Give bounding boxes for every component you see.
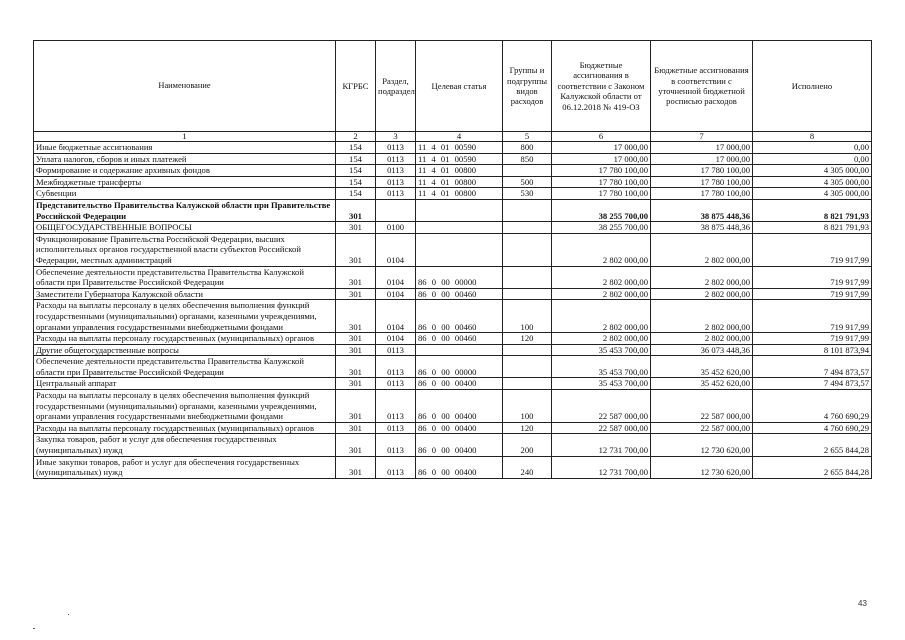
row-kgrbs: 301 bbox=[336, 422, 376, 434]
column-number: 6 bbox=[552, 132, 651, 142]
row-budget-updated: 35 452 620,00 bbox=[651, 356, 753, 378]
row-name: Заместители Губернатора Калужской области bbox=[34, 288, 336, 300]
row-target-article: 86 0 00 00400 bbox=[416, 434, 503, 456]
row-expense-group: 800 bbox=[503, 142, 552, 154]
row-kgrbs: 301 bbox=[336, 434, 376, 456]
row-name: Иные бюджетные ассигнования bbox=[34, 142, 336, 154]
row-name: Расходы на выплаты персоналу в целях обеспечения выполнения функций государственными (муниципальными) органами, казенными учреждениями, органами управления государственными внебюджетными фондами bbox=[34, 300, 336, 333]
row-executed: 4 305 000,00 bbox=[753, 165, 872, 177]
row-budget-law: 35 453 700,00 bbox=[552, 378, 651, 390]
row-kgrbs: 301 bbox=[336, 300, 376, 333]
header-budget-law: Бюджетные ассигнования в соответствии с Законом Калужской области от 06.12.2018 № 419-ОЗ bbox=[552, 41, 651, 132]
row-name: Формирование и содержание архивных фондов bbox=[34, 165, 336, 177]
row-target-article: 86 0 00 00400 bbox=[416, 456, 503, 478]
row-budget-updated: 2 802 000,00 bbox=[651, 288, 753, 300]
row-section: 0100 bbox=[376, 222, 416, 234]
row-section: 0113 bbox=[376, 142, 416, 154]
row-kgrbs: 301 bbox=[336, 378, 376, 390]
row-budget-updated: 12 730 620,00 bbox=[651, 434, 753, 456]
table-row bbox=[34, 378, 872, 390]
table-row bbox=[34, 266, 872, 288]
row-expense-group: 240 bbox=[503, 456, 552, 478]
row-target-article: 86 0 00 00000 bbox=[416, 266, 503, 288]
row-expense-group bbox=[503, 266, 552, 288]
row-expense-group bbox=[503, 288, 552, 300]
header-section: Раздел, подраздел bbox=[376, 41, 416, 132]
table-row bbox=[34, 153, 872, 165]
row-section bbox=[376, 199, 416, 221]
row-executed: 2 655 844,28 bbox=[753, 456, 872, 478]
row-budget-law: 2 802 000,00 bbox=[552, 288, 651, 300]
row-target-article: 11 4 01 00590 bbox=[416, 142, 503, 154]
row-name: Расходы на выплаты персоналу государственных (муниципальных) органов bbox=[34, 422, 336, 434]
row-budget-law: 22 587 000,00 bbox=[552, 422, 651, 434]
row-budget-law: 2 802 000,00 bbox=[552, 233, 651, 266]
row-executed: 4 760 690,29 bbox=[753, 422, 872, 434]
row-target-article bbox=[416, 344, 503, 356]
table-row bbox=[34, 333, 872, 345]
row-target-article bbox=[416, 233, 503, 266]
row-target-article: 11 4 01 00590 bbox=[416, 153, 503, 165]
row-kgrbs: 154 bbox=[336, 165, 376, 177]
row-kgrbs: 301 bbox=[336, 222, 376, 234]
row-budget-updated: 22 587 000,00 bbox=[651, 422, 753, 434]
row-section: 0113 bbox=[376, 434, 416, 456]
table-row bbox=[34, 165, 872, 177]
row-name: Уплата налогов, сборов и иных платежей bbox=[34, 153, 336, 165]
row-section: 0113 bbox=[376, 390, 416, 423]
table-body bbox=[34, 142, 872, 479]
row-budget-law: 17 780 100,00 bbox=[552, 165, 651, 177]
row-target-article bbox=[416, 222, 503, 234]
row-target-article: 11 4 01 00800 bbox=[416, 176, 503, 188]
row-target-article: 86 0 00 00460 bbox=[416, 288, 503, 300]
row-target-article bbox=[416, 199, 503, 221]
row-expense-group: 100 bbox=[503, 390, 552, 423]
table-row bbox=[34, 233, 872, 266]
table-row bbox=[34, 176, 872, 188]
row-budget-updated: 2 802 000,00 bbox=[651, 300, 753, 333]
row-kgrbs: 301 bbox=[336, 390, 376, 423]
table-row bbox=[34, 434, 872, 456]
column-number-row bbox=[34, 132, 872, 142]
row-section: 0113 bbox=[376, 153, 416, 165]
row-name: Функционирование Правительства Российской Федерации, высших исполнительных органов государственной власти субъектов Российской Федерации, местных администраций bbox=[34, 233, 336, 266]
row-budget-updated: 17 780 100,00 bbox=[651, 176, 753, 188]
row-target-article: 86 0 00 00460 bbox=[416, 333, 503, 345]
table-row bbox=[34, 356, 872, 378]
row-budget-updated: 17 780 100,00 bbox=[651, 188, 753, 200]
row-budget-law: 17 000,00 bbox=[552, 153, 651, 165]
row-executed: 0,00 bbox=[753, 142, 872, 154]
row-section: 0113 bbox=[376, 456, 416, 478]
row-budget-updated: 12 730 620,00 bbox=[651, 456, 753, 478]
row-expense-group bbox=[503, 344, 552, 356]
row-section: 0113 bbox=[376, 378, 416, 390]
table-row bbox=[34, 142, 872, 154]
column-number: 4 bbox=[416, 132, 503, 142]
row-executed: 719 917,99 bbox=[753, 266, 872, 288]
row-budget-updated: 35 452 620,00 bbox=[651, 378, 753, 390]
row-executed: 7 494 873,57 bbox=[753, 378, 872, 390]
row-budget-updated: 2 802 000,00 bbox=[651, 233, 753, 266]
row-kgrbs: 301 bbox=[336, 344, 376, 356]
row-budget-updated: 22 587 000,00 bbox=[651, 390, 753, 423]
table-row bbox=[34, 390, 872, 423]
row-budget-law: 2 802 000,00 bbox=[552, 300, 651, 333]
row-kgrbs: 154 bbox=[336, 176, 376, 188]
row-executed: 8 101 873,94 bbox=[753, 344, 872, 356]
table-row bbox=[34, 422, 872, 434]
row-name: Иные закупки товаров, работ и услуг для обеспечения государственных (муниципальных) нужд bbox=[34, 456, 336, 478]
row-expense-group bbox=[503, 165, 552, 177]
row-expense-group bbox=[503, 222, 552, 234]
row-section: 0113 bbox=[376, 176, 416, 188]
column-number: 5 bbox=[503, 132, 552, 142]
row-name: Закупка товаров, работ и услуг для обеспечения государственных (муниципальных) нужд bbox=[34, 434, 336, 456]
header-budget-updated: Бюджетные ассигнования в соответствии с уточненной бюджетной росписью расходов bbox=[651, 41, 753, 132]
row-budget-law: 12 731 700,00 bbox=[552, 434, 651, 456]
row-section: 0104 bbox=[376, 266, 416, 288]
table-row bbox=[34, 300, 872, 333]
row-name: Обеспечение деятельности представительства Правительства Калужской области при Правительстве Российской Федерации bbox=[34, 266, 336, 288]
row-executed: 719 917,99 bbox=[753, 288, 872, 300]
row-executed: 8 821 791,93 bbox=[753, 199, 872, 221]
table-row bbox=[34, 344, 872, 356]
row-budget-updated: 38 875 448,36 bbox=[651, 222, 753, 234]
row-expense-group bbox=[503, 199, 552, 221]
row-budget-law: 38 255 700,00 bbox=[552, 222, 651, 234]
row-target-article: 11 4 01 00800 bbox=[416, 188, 503, 200]
row-executed: 4 305 000,00 bbox=[753, 176, 872, 188]
header-name: Наименование bbox=[34, 41, 336, 132]
row-kgrbs: 301 bbox=[336, 288, 376, 300]
row-budget-law: 17 780 100,00 bbox=[552, 176, 651, 188]
row-executed: 4 760 690,29 bbox=[753, 390, 872, 423]
row-executed: 2 655 844,28 bbox=[753, 434, 872, 456]
row-expense-group: 530 bbox=[503, 188, 552, 200]
row-section: 0113 bbox=[376, 356, 416, 378]
row-section: 0113 bbox=[376, 344, 416, 356]
row-section: 0104 bbox=[376, 233, 416, 266]
row-section: 0104 bbox=[376, 300, 416, 333]
row-executed: 719 917,99 bbox=[753, 333, 872, 345]
row-kgrbs: 154 bbox=[336, 142, 376, 154]
row-expense-group bbox=[503, 356, 552, 378]
budget-table bbox=[33, 40, 872, 479]
row-name: Субвенции bbox=[34, 188, 336, 200]
row-section: 0104 bbox=[376, 333, 416, 345]
row-section: 0113 bbox=[376, 188, 416, 200]
scan-speck bbox=[68, 614, 69, 615]
table-row bbox=[34, 199, 872, 221]
column-number: 3 bbox=[376, 132, 416, 142]
row-budget-law: 2 802 000,00 bbox=[552, 333, 651, 345]
row-budget-updated: 38 875 448,36 bbox=[651, 199, 753, 221]
row-kgrbs: 154 bbox=[336, 153, 376, 165]
row-kgrbs: 154 bbox=[336, 188, 376, 200]
row-budget-law: 35 453 700,00 bbox=[552, 344, 651, 356]
row-budget-updated: 2 802 000,00 bbox=[651, 333, 753, 345]
row-expense-group: 100 bbox=[503, 300, 552, 333]
row-name: Межбюджетные трансферты bbox=[34, 176, 336, 188]
row-budget-law: 17 000,00 bbox=[552, 142, 651, 154]
row-name: Другие общегосударственные вопросы bbox=[34, 344, 336, 356]
row-expense-group bbox=[503, 233, 552, 266]
table-row bbox=[34, 456, 872, 478]
header-target-article: Целевая статья bbox=[416, 41, 503, 132]
row-executed: 4 305 000,00 bbox=[753, 188, 872, 200]
header-kgrbs: КГРБС bbox=[336, 41, 376, 132]
row-name: Центральный аппарат bbox=[34, 378, 336, 390]
row-budget-updated: 17 000,00 bbox=[651, 153, 753, 165]
row-executed: 719 917,99 bbox=[753, 300, 872, 333]
row-budget-law: 22 587 000,00 bbox=[552, 390, 651, 423]
row-executed: 7 494 873,57 bbox=[753, 356, 872, 378]
row-expense-group bbox=[503, 378, 552, 390]
row-target-article: 11 4 01 00800 bbox=[416, 165, 503, 177]
row-budget-law: 2 802 000,00 bbox=[552, 266, 651, 288]
row-budget-law: 12 731 700,00 bbox=[552, 456, 651, 478]
row-target-article: 86 0 00 00000 bbox=[416, 356, 503, 378]
table-header-row bbox=[34, 41, 872, 132]
table-row bbox=[34, 222, 872, 234]
row-kgrbs: 301 bbox=[336, 199, 376, 221]
row-kgrbs: 301 bbox=[336, 333, 376, 345]
row-section: 0104 bbox=[376, 288, 416, 300]
row-name: Представительство Правительства Калужской области при Правительстве Российской Федерации bbox=[34, 199, 336, 221]
row-executed: 8 821 791,93 bbox=[753, 222, 872, 234]
row-executed: 719 917,99 bbox=[753, 233, 872, 266]
row-section: 0113 bbox=[376, 165, 416, 177]
row-target-article: 86 0 00 00400 bbox=[416, 422, 503, 434]
row-expense-group: 500 bbox=[503, 176, 552, 188]
row-executed: 0,00 bbox=[753, 153, 872, 165]
header-executed: Исполнено bbox=[753, 41, 872, 132]
row-name: ОБЩЕГОСУДАРСТВЕННЫЕ ВОПРОСЫ bbox=[34, 222, 336, 234]
column-number: 7 bbox=[651, 132, 753, 142]
header-expense-group: Группы и подгруппы видов расходов bbox=[503, 41, 552, 132]
row-kgrbs: 301 bbox=[336, 456, 376, 478]
row-kgrbs: 301 bbox=[336, 233, 376, 266]
row-target-article: 86 0 00 00400 bbox=[416, 390, 503, 423]
row-budget-updated: 2 802 000,00 bbox=[651, 266, 753, 288]
row-expense-group: 120 bbox=[503, 333, 552, 345]
page-number: 43 bbox=[858, 599, 867, 608]
row-target-article: 86 0 00 00460 bbox=[416, 300, 503, 333]
row-name: Обеспечение деятельности представительства Правительства Калужской области при Правительстве Российской Федерации bbox=[34, 356, 336, 378]
row-expense-group: 120 bbox=[503, 422, 552, 434]
row-budget-law: 35 453 700,00 bbox=[552, 356, 651, 378]
row-section: 0113 bbox=[376, 422, 416, 434]
row-kgrbs: 301 bbox=[336, 356, 376, 378]
row-target-article: 86 0 00 00400 bbox=[416, 378, 503, 390]
table-row bbox=[34, 188, 872, 200]
row-budget-updated: 36 073 448,36 bbox=[651, 344, 753, 356]
table-row bbox=[34, 288, 872, 300]
column-number: 2 bbox=[336, 132, 376, 142]
row-expense-group: 200 bbox=[503, 434, 552, 456]
row-budget-updated: 17 000,00 bbox=[651, 142, 753, 154]
column-number: 1 bbox=[34, 132, 336, 142]
row-expense-group: 850 bbox=[503, 153, 552, 165]
row-name: Расходы на выплаты персоналу государственных (муниципальных) органов bbox=[34, 333, 336, 345]
row-budget-law: 17 780 100,00 bbox=[552, 188, 651, 200]
row-kgrbs: 301 bbox=[336, 266, 376, 288]
column-number: 8 bbox=[753, 132, 872, 142]
row-budget-updated: 17 780 100,00 bbox=[651, 165, 753, 177]
row-name: Расходы на выплаты персоналу в целях обеспечения выполнения функций государственными (муниципальными) органами, казенными учреждениями, органами управления государственными внебюджетными фондами bbox=[34, 390, 336, 423]
scan-speck bbox=[33, 628, 35, 629]
row-budget-law: 38 255 700,00 bbox=[552, 199, 651, 221]
